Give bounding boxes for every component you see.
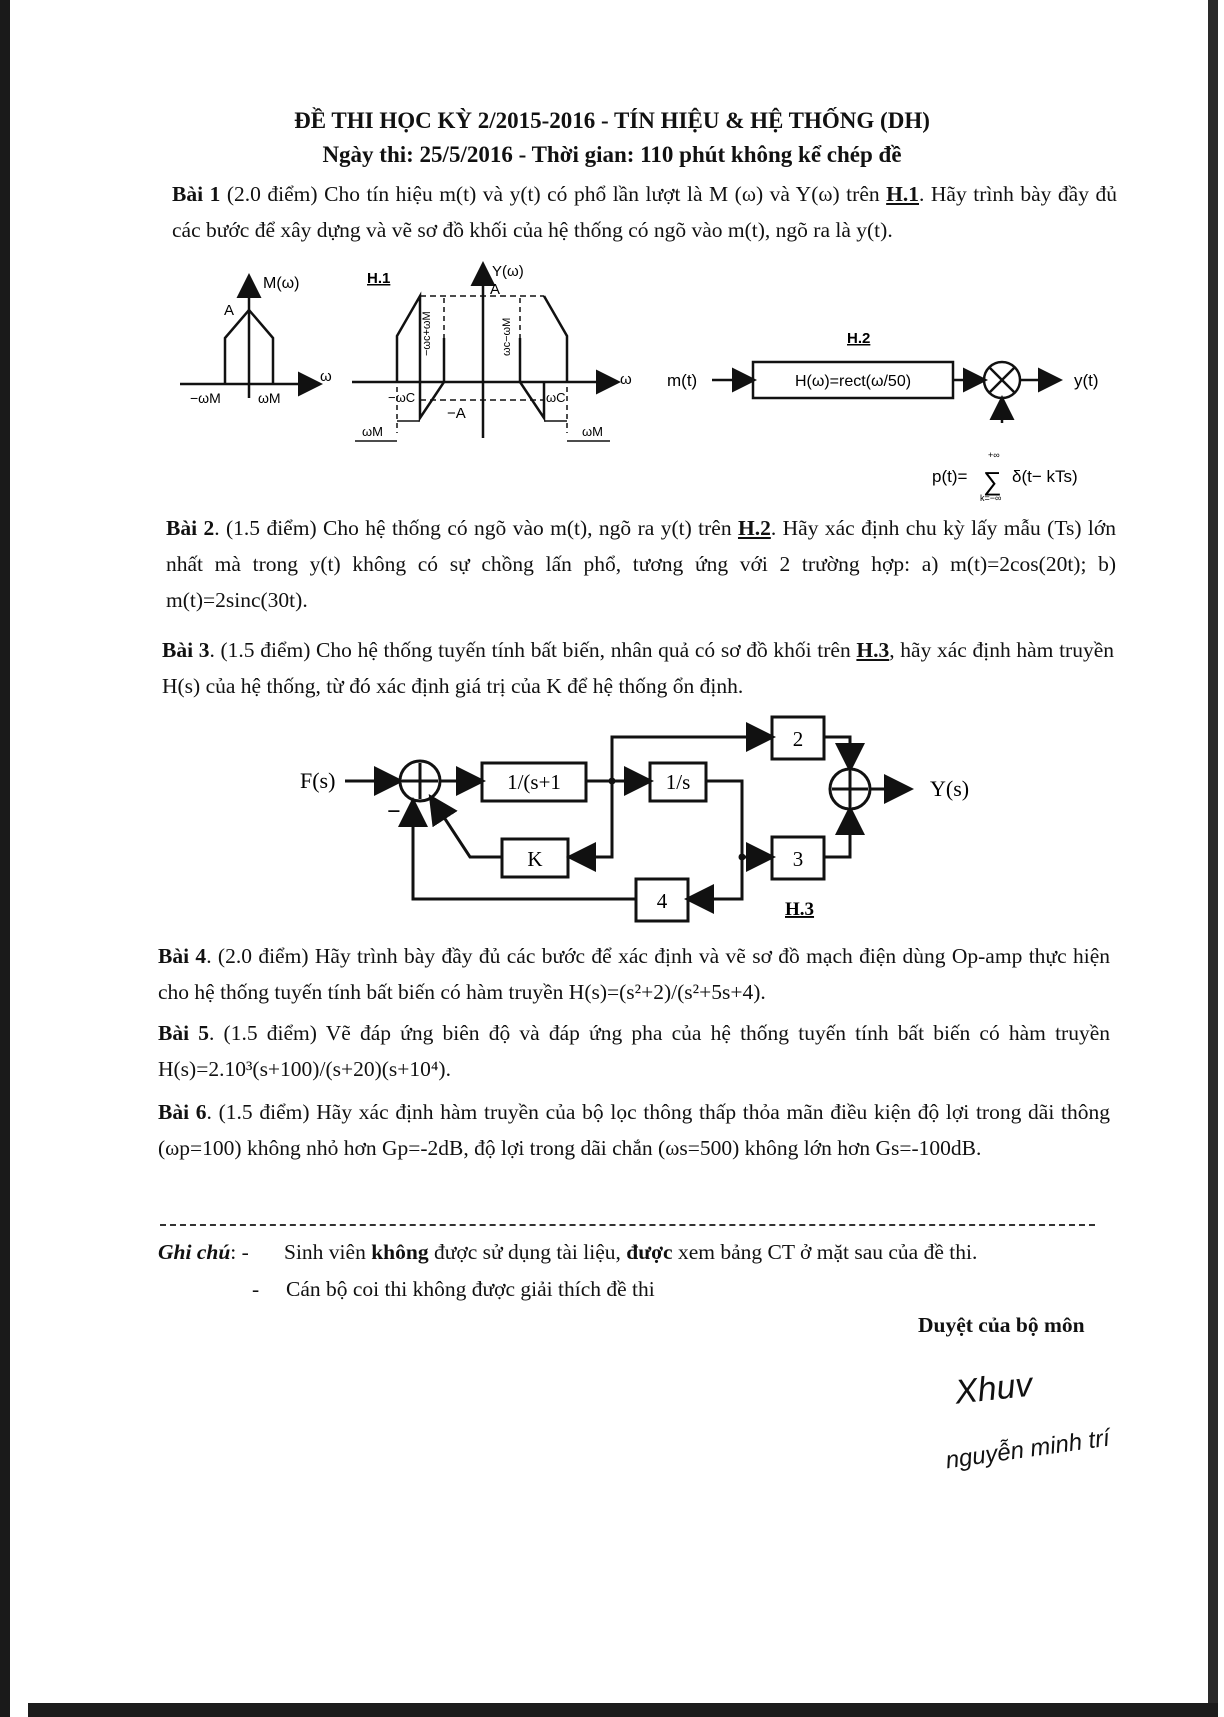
y-peak-label: A [490,281,501,298]
h2-sampler-label: p(t)= [932,467,968,486]
y-right-top-label: ωc−ωM [501,317,513,356]
problem-6-points: . (1.5 điểm) [206,1100,310,1124]
y-neg-peak-label: −A [447,405,466,422]
h2-input-label: m(t) [667,371,698,390]
problem-3-text-a: Cho hệ thống tuyến tính bất biến, nhân quả có sơ đồ khối trên [310,638,857,662]
block-gain-3-label: 3 [792,847,804,871]
problem-1-label: Bài 1 [172,182,221,206]
problem-1-points: (2.0 điểm) [220,182,318,206]
h2-sum-upper: +∞ [988,450,1000,460]
h2-label: H.2 [847,330,871,347]
y-pos-wc-label: ωC [546,390,566,405]
h3-output-label: Y(s) [930,776,970,801]
m-pos-wm-label: ωM [258,390,281,406]
problem-4-text: Hãy trình bày đầy đủ các bước để xác định và vẽ sơ đồ mạch điện dùng Op-amp thực hiện cho hệ thống tuyến tính bất biến có hàm truyền H(s)=(s²+2)/(s²+5s+4). [158,944,1110,1004]
y-axis-label: Y(ω) [492,263,524,280]
block-gain-4-label: 4 [656,889,668,913]
h2-sum-term: δ(t− kTs) [1012,467,1078,486]
m-axis-label: M(ω) [263,275,300,292]
y-right-positive [544,296,567,382]
note-2-dash: - [252,1277,260,1301]
y-spectrum-plot [352,263,632,441]
problem-3-ref: H.3 [856,638,890,662]
signature-mark: Xhuv [953,1365,1035,1412]
note-1-part-d: được [626,1240,673,1264]
block-2-label: 1/s [665,770,691,794]
figure-h1-h2 [0,258,1224,508]
signature-image [930,1360,1150,1480]
exam-title: ĐỀ THI HỌC KỲ 2/2015-2016 - TÍN HIỆU & HỆ THỐNG (DH) [294,108,930,133]
h1-label: H.1 [367,270,391,287]
y-omega-label: ω [620,371,632,388]
note-1-part-a: Sinh viên [284,1240,372,1264]
y-neg-wc-label: −ωC [388,390,416,405]
problem-6-label: Bài 6 [158,1100,207,1124]
problem-3-label: Bài 3 [162,638,210,662]
problem-3-points: . (1.5 điểm) [209,638,311,662]
problem-4-label: Bài 4 [158,944,207,968]
problem-2-points: . (1.5 điểm) [214,516,317,540]
h3-label: H.3 [785,899,815,920]
problem-2-label: Bài 2 [166,516,215,540]
y-left-top-label: −ωc+ωM [421,311,433,356]
note-2-text: Cán bộ coi thi không được giải thích đề thi [286,1277,655,1301]
sum-icon: ∑ [983,466,1002,496]
h3-minus-sign: − [387,799,401,825]
scan-border-bottom [28,1703,1218,1717]
problem-6-text: Hãy xác định hàm truyền của bộ lọc thông thấp thỏa mãn điều kiện độ lợi trong dãi thông (ωp=100) không nhỏ hơn Gp=-2dB, độ lợi trong dãi chắn (ωs=500) không lớn hơn Gs=-100dB. [158,1100,1110,1160]
exam-subtitle: Ngày thi: 25/5/2016 - Thời gian: 110 phút không kể chép đề [322,142,902,167]
y-left-positive [397,296,420,382]
problem-2-text-a: Cho hệ thống có ngõ vào m(t), ngõ ra y(t) trên [316,516,738,540]
problem-3-text-b: , hãy xác định hàm truyền H(s) của hệ thống, từ đó xác định giá trị của K để hệ thống ổn định. [162,638,1115,698]
note-1-part-b: không [371,1240,429,1264]
problem-1-text-a: Cho tín hiệu m(t) và y(t) có phổ lần lượt là M (ω) và Y(ω) trên [317,182,887,206]
h2-block-diagram [667,330,1099,503]
m-spectrum-plot [180,270,390,406]
problem-4-points: . (2.0 điểm) [206,944,309,968]
problem-6 [158,1094,1110,1166]
note-label: Ghi chú [158,1240,231,1264]
approval-label: Duyệt của bộ môn [918,1313,1085,1337]
h3-input-label: F(s) [300,768,336,793]
h2-filter-label: H(ω)=rect(ω/50) [794,373,912,390]
problem-2-ref: H.2 [737,516,771,540]
separator-line [160,1224,1095,1226]
note-separator: : - [230,1240,249,1264]
problem-5 [158,1015,1110,1087]
problem-5-text: Vẽ đáp ứng biên độ và đáp ứng pha của hệ thống tuyến tính bất biến có hàm truyền H(s)=2.10³(s+100)/(s+20)(s+10⁴). [158,1021,1110,1081]
m-omega-label: ω [320,368,332,385]
problem-4 [158,938,1110,1010]
problem-5-points: . (1.5 điểm) [209,1021,317,1045]
signature-name: nguyễn minh trí [943,1424,1112,1475]
problem-2 [166,510,1116,618]
wm-right-width-label: ωM [582,424,603,439]
h2-sum-lower: k=−∞ [980,493,1002,503]
problem-1-text-b: . Hãy trình bày đầy đủ các bước để xây dựng và vẽ sơ đồ khối của hệ thống có ngõ vào m(t), ngõ ra là y(t). [172,182,1117,242]
problem-5-label: Bài 5 [158,1021,209,1045]
note-1-part-c: được sử dụng tài liệu, [428,1240,627,1264]
h2-output-label: y(t) [1074,371,1099,390]
m-peak-label: A [224,302,235,319]
block-1-label: 1/(s+1 [507,770,561,794]
wm-left-width-label: ωM [362,424,383,439]
note-1-text [284,1240,977,1265]
problem-1-ref: H.1 [886,182,919,206]
block-gain-k-label: K [527,847,543,871]
figure-h3 [0,705,1224,935]
problem-1 [172,176,1117,248]
y-right-negative [520,338,544,418]
problem-3 [162,632,1114,704]
note-1-part-e: xem bảng CT ở mặt sau của đề thi. [672,1240,978,1264]
m-neg-wm-label: −ωM [190,390,221,406]
block-gain-2-label: 2 [792,727,804,751]
note-line-1 [158,1240,249,1265]
problem-2-text-b: . Hãy xác định chu kỳ lấy mẫu (Ts) lớn nhất mà trong y(t) không có sự chồng lấn phổ, tương ứng với 2 trường hợp: a) m(t)=2cos(20t); b) m(t)=2sinc(30t). [166,516,1116,612]
